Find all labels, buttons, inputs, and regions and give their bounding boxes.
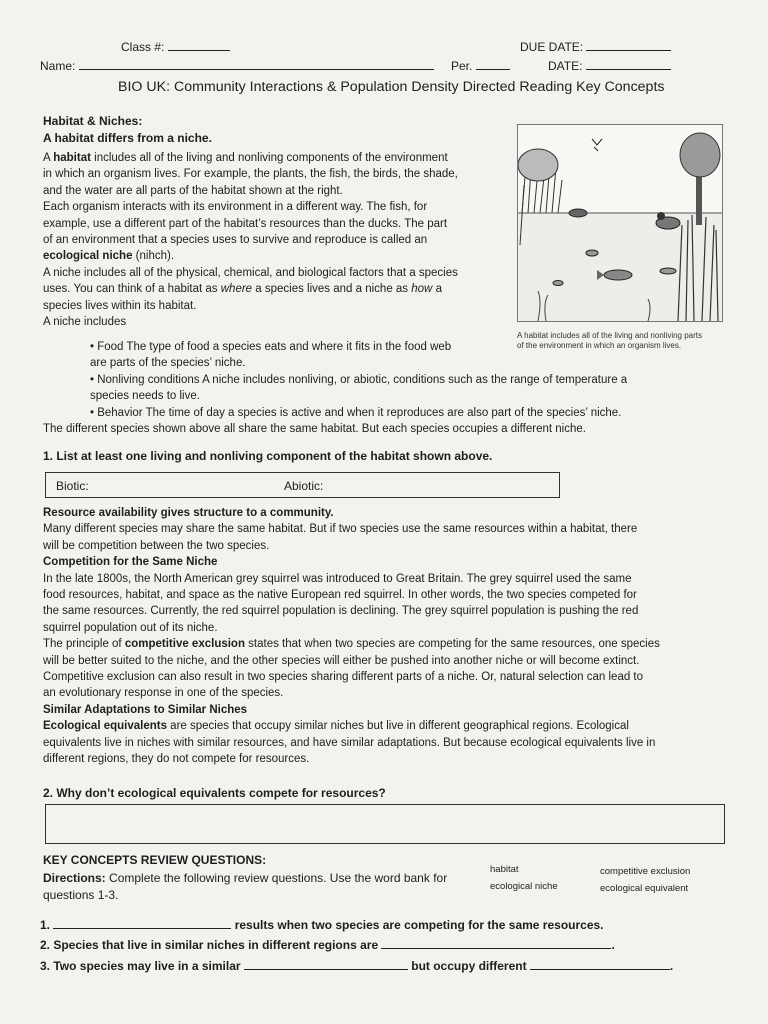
text-line: example, use a different part of the habitat’s resources than the ducks. The part	[43, 217, 448, 230]
text-line: Each organism interacts with its environment in a different way. The fish, for	[43, 201, 428, 214]
word-bank-ecological-equivalent: ecological equivalent	[600, 883, 689, 894]
bullet-behavior: • Behavior The time of day a species is active and when it reproduces are also part of the species’ niche.	[90, 406, 622, 419]
due-date-field	[520, 38, 671, 55]
habitat-heading: Habitat & Niches:	[43, 114, 143, 128]
text-line: uses. You can think of a habitat as where a species lives and a niche as how a	[43, 283, 442, 296]
period-blank[interactable]	[476, 57, 510, 70]
text-line: species lives within its habitat.	[43, 299, 197, 312]
name-label: Name:	[40, 59, 76, 73]
due-date-label: DUE DATE:	[520, 40, 584, 54]
word-bank-habitat: habitat	[490, 864, 519, 875]
page-title: BIO UK: Community Interactions & Population Density Directed Reading Key Concepts	[118, 79, 665, 95]
bullet-food-cont: are parts of the species’ niche.	[90, 357, 246, 370]
date-field	[548, 57, 671, 74]
text-line: equivalents live in niches with similar resources, and have similar adaptations. But because ecological equivalents live in	[43, 736, 656, 749]
directions-cont: questions 1-3.	[43, 888, 119, 902]
bullet-nonliving-cont: species needs to live.	[90, 390, 200, 403]
directions: Directions: Complete the following review questions. Use the word bank for	[43, 871, 448, 885]
question-2: 2. Why don’t ecological equivalents compete for resources?	[43, 786, 386, 800]
resource-heading: Resource availability gives structure to a community.	[43, 507, 334, 519]
due-date-blank[interactable]	[586, 38, 671, 51]
period-label: Per.	[451, 59, 473, 73]
text-line: A niche includes	[43, 316, 127, 329]
answer-box-2[interactable]	[45, 804, 725, 844]
text-line: and the water are all parts of the habitat shown at the right.	[43, 184, 343, 197]
date-label: DATE:	[548, 59, 583, 73]
similar-adaptations-heading: Similar Adaptations to Similar Niches	[43, 703, 248, 716]
niche-bullets	[43, 339, 723, 437]
habitat-paragraph	[43, 150, 513, 330]
review-q2-blank[interactable]	[381, 936, 611, 949]
text-line: food resources, habitat, and space as the native European red squirrel. In other words, the two species competed for	[43, 589, 637, 602]
text-line: The principle of competitive exclusion states that when two species are competing for the same resources, one species	[43, 638, 660, 651]
text-line: In the late 1800s, the North American grey squirrel was introduced to Great Britain. The grey squirrel used the same	[43, 572, 632, 585]
class-number-field	[121, 38, 230, 55]
text-line: the same resources. Currently, the red squirrel population is declining. The grey squirrel population is pushing the red	[43, 605, 639, 618]
review-q3-blank-1[interactable]	[244, 957, 408, 970]
review-question-3: 3. Two species may live in a similar but occupy different .	[40, 959, 674, 973]
bullet-food: • Food The type of food a species eats and where it fits in the food web	[90, 341, 452, 353]
text-line: of an environment that a species uses to survive and reproduce is called an	[43, 234, 428, 247]
habitat-illustration	[517, 124, 723, 322]
text-line: an evolutionary response in one of the species.	[43, 687, 284, 700]
bullet-nonliving: • Nonliving conditions A niche includes nonliving, or abiotic, conditions such as the range of temperature a	[90, 373, 628, 386]
biotic-label: Biotic:	[56, 479, 89, 493]
text-line: A habitat includes all of the living and nonliving components of the environment	[43, 152, 448, 164]
date-blank[interactable]	[586, 57, 671, 70]
closing-sentence: The different species shown above all share the same habitat. But each species occupies a different niche.	[43, 423, 586, 436]
text-line: will be better suited to the niche, and the other species will either be pushed into another niche or will become extinct.	[43, 654, 640, 667]
text-line: Competitive exclusion can also result in two species sharing different parts of a niche. Or, natural selection can lead to	[43, 671, 644, 684]
period-field	[451, 57, 510, 74]
question-1: 1. List at least one living and nonliving component of the habitat shown above.	[43, 449, 493, 463]
resource-section	[43, 505, 723, 768]
word-bank-competitive-exclusion: competitive exclusion	[600, 866, 691, 877]
text-line: squirrel population out of its niche.	[43, 621, 218, 634]
review-question-2: 2. Species that live in similar niches in different regions are .	[40, 938, 615, 952]
name-field	[40, 57, 434, 74]
habitat-subheading: A habitat differs from a niche.	[43, 131, 212, 145]
class-blank[interactable]	[168, 38, 230, 51]
word-bank-ecological-niche: ecological niche	[490, 881, 558, 892]
text-line: in which an organism lives. For example, the plants, the fish, the birds, the shade,	[43, 168, 458, 181]
text-line: ecological niche (nihch).	[43, 250, 175, 263]
review-question-1: 1. results when two species are competing for the same resources.	[40, 918, 604, 932]
review-q1-blank[interactable]	[53, 916, 231, 929]
review-heading: KEY CONCEPTS REVIEW QUESTIONS:	[43, 853, 267, 867]
text-line: different regions, they do not compete for resources.	[43, 753, 310, 766]
abiotic-label: Abiotic:	[284, 479, 324, 493]
text-line: Ecological equivalents are species that occupy similar niches but live in different geographical regions. Ecological	[43, 720, 629, 733]
review-q3-blank-2[interactable]	[530, 957, 670, 970]
competition-heading: Competition for the Same Niche	[43, 556, 218, 569]
illustration-caption: A habitat includes all of the living and nonliving parts of the environment in which an organism lives.	[517, 331, 703, 350]
text-line: A niche includes all of the physical, chemical, and biological factors that a species	[43, 266, 458, 279]
class-label: Class #:	[121, 40, 165, 54]
text-line: Many different species may share the same habitat. But if two species use the same resources within a habitat, there	[43, 523, 638, 536]
answer-box-1[interactable]	[45, 472, 560, 498]
name-blank[interactable]	[79, 57, 434, 70]
text-line: will be competition between the two species.	[43, 539, 270, 552]
